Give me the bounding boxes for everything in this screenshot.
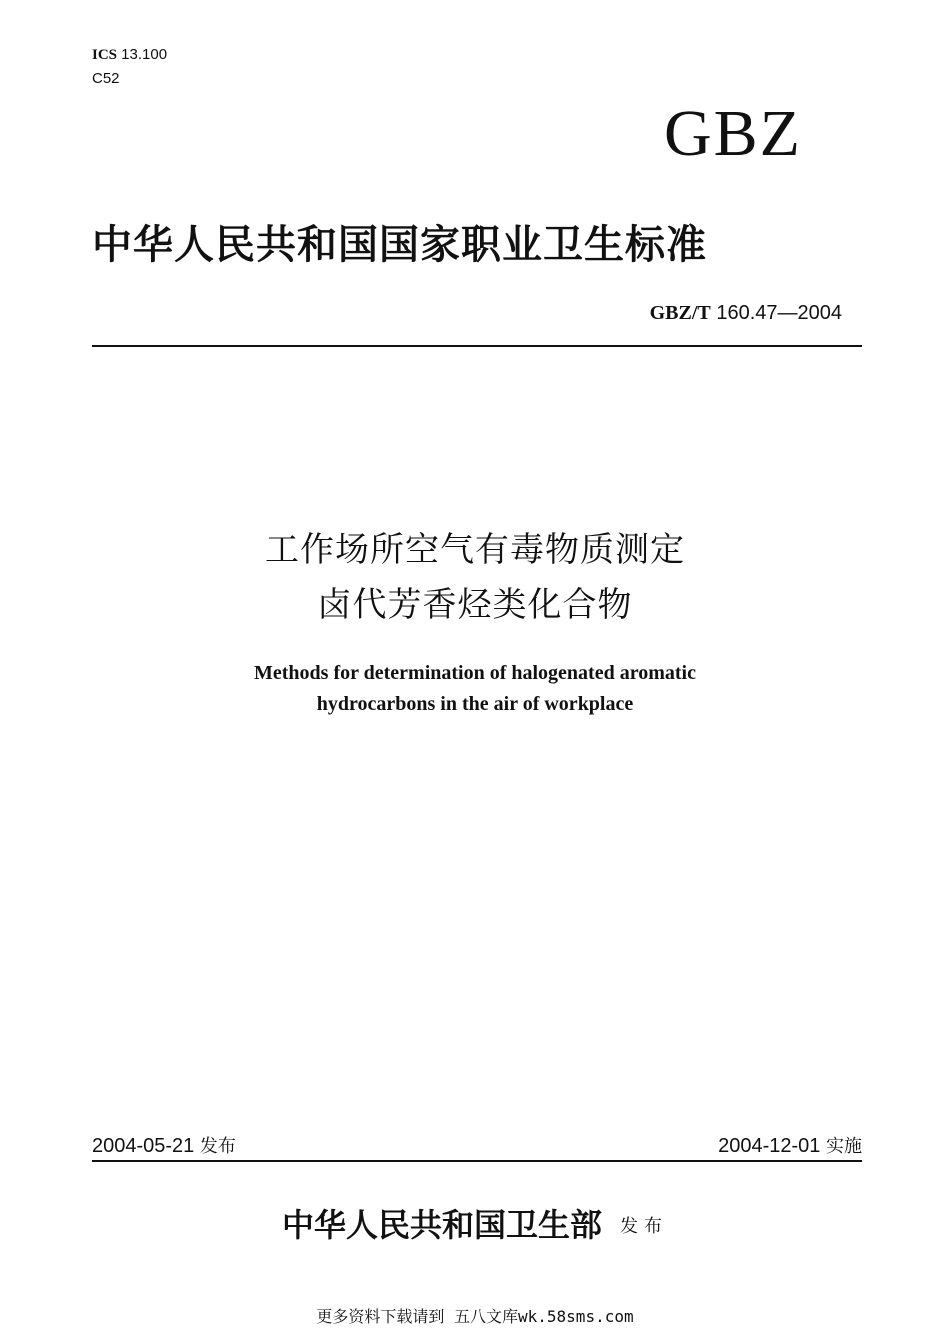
en-title-line-1: Methods for determination of halogenated aromatic xyxy=(254,662,696,684)
implementation-date xyxy=(718,1133,862,1160)
ics-code xyxy=(92,46,167,64)
issue-date-label: 发布 xyxy=(199,1136,236,1157)
ccs-code: C52 xyxy=(92,70,120,87)
publisher-name: 中华人民共和国卫生部 xyxy=(281,1206,602,1244)
standard-category-title: 中华人民共和国国家职业卫生标准 xyxy=(92,221,707,268)
standard-number-value: 160.47—2004 xyxy=(710,302,842,324)
ics-label: ICS xyxy=(92,47,118,63)
top-divider xyxy=(92,345,862,347)
ics-value: 13.100 xyxy=(117,46,168,63)
standard-number-prefix: GBZ/T xyxy=(649,302,711,324)
bottom-divider xyxy=(92,1160,862,1162)
standard-number xyxy=(650,300,842,326)
publisher-suffix: 发布 xyxy=(620,1216,668,1237)
issue-date xyxy=(92,1133,236,1160)
gbz-mark: GBZ xyxy=(664,97,802,170)
implementation-date-label: 实施 xyxy=(826,1136,862,1157)
cn-title-line-2: 卤代芳香烃类化合物 xyxy=(317,585,633,625)
issue-date-value: 2004-05-21 xyxy=(92,1135,195,1157)
publisher xyxy=(0,1203,950,1247)
implementation-date-value: 2004-12-01 xyxy=(718,1135,821,1157)
footer-download-note: 更多资料下载请到 五八文库wk.58sms.com xyxy=(316,1307,634,1326)
en-title-line-2: hydrocarbons in the air of workplace xyxy=(316,693,634,715)
cn-title-line-1: 工作场所空气有毒物质测定 xyxy=(265,530,685,570)
